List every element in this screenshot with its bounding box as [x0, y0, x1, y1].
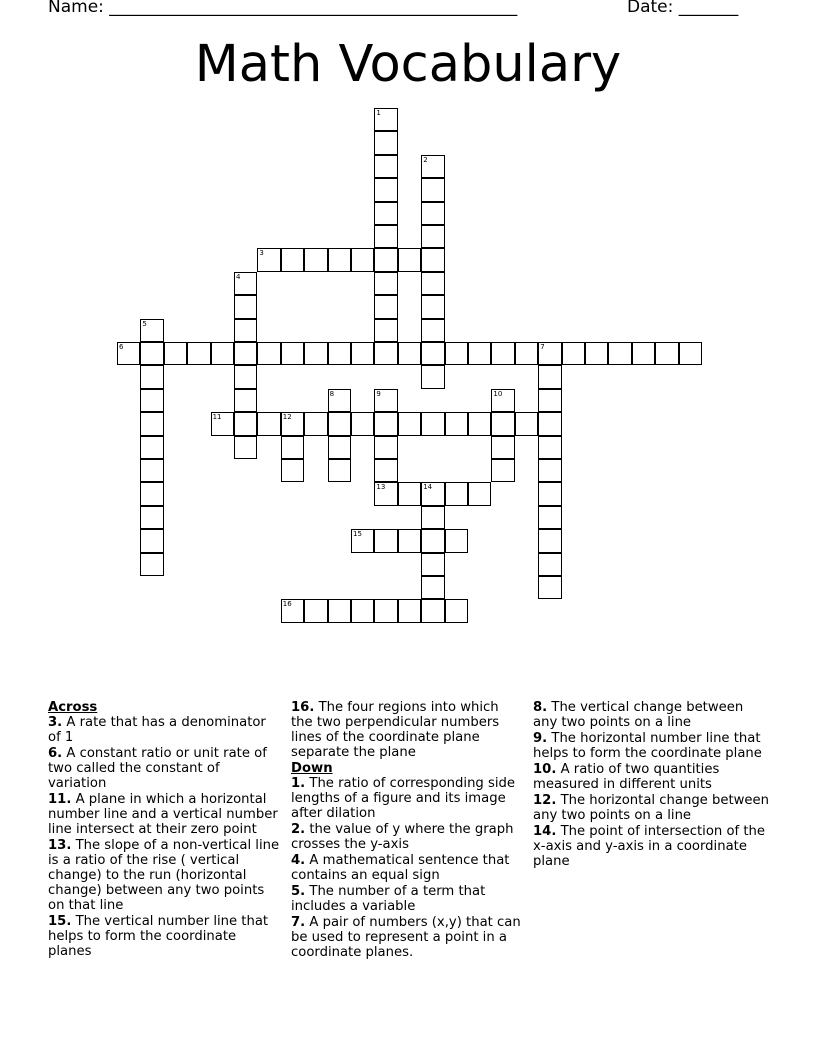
grid-cell[interactable]	[234, 389, 257, 412]
grid-cell[interactable]	[585, 342, 608, 365]
clue-text: The number of a term that includes a variable	[291, 884, 486, 914]
grid-cell[interactable]	[468, 482, 491, 505]
grid-cell[interactable]	[538, 553, 561, 576]
grid-cell[interactable]	[445, 529, 468, 552]
clue-down-8	[533, 700, 771, 730]
grid-cell[interactable]	[140, 459, 163, 482]
name-field-label: Name: ________________________________________________	[48, 0, 518, 17]
grid-cell[interactable]	[351, 529, 374, 552]
clue-down-4	[291, 853, 523, 883]
clue-number-label: 1	[376, 109, 381, 117]
grid-cell[interactable]	[398, 412, 421, 435]
grid-cell[interactable]	[655, 342, 678, 365]
grid-cell[interactable]	[234, 342, 257, 365]
grid-cell[interactable]	[257, 248, 280, 271]
clue-number-label: 15	[353, 530, 362, 539]
grid-cell[interactable]	[374, 342, 397, 365]
grid-cell[interactable]	[304, 248, 327, 271]
clue-number-label: 12	[282, 413, 292, 422]
clue-number-label: 7	[540, 343, 545, 351]
grid-cell[interactable]	[140, 319, 163, 342]
grid-cell[interactable]	[445, 599, 468, 622]
grid-cell[interactable]	[281, 436, 304, 459]
grid-cell[interactable]	[538, 576, 561, 599]
grid-cell[interactable]	[281, 248, 304, 271]
grid-cell[interactable]	[679, 342, 702, 365]
grid-cell[interactable]	[234, 365, 257, 388]
grid-cell[interactable]	[421, 412, 444, 435]
grid-cell[interactable]	[538, 482, 561, 505]
clue-text: The ratio of corresponding side lengths of a figure and its image after dilation	[291, 776, 516, 821]
grid-cell[interactable]	[562, 342, 585, 365]
grid-cell[interactable]	[140, 389, 163, 412]
grid-cell[interactable]	[421, 482, 444, 505]
clue-number: 13.	[48, 838, 72, 853]
grid-cell[interactable]	[538, 506, 561, 529]
grid-cell[interactable]	[328, 342, 351, 365]
clue-text: A pair of numbers (x,y) that can be used to represent a point in a coordinate planes.	[291, 915, 521, 960]
grid-cell[interactable]	[211, 412, 234, 435]
clue-number: 9.	[533, 731, 548, 746]
clue-text: The point of intersection of the x-axis and y-axis in a coordinate plane	[533, 824, 765, 869]
grid-cell[interactable]	[421, 155, 444, 178]
clue-number: 11.	[48, 792, 72, 807]
grid-cell[interactable]	[398, 342, 421, 365]
grid-cell[interactable]	[140, 506, 163, 529]
grid-cell[interactable]	[608, 342, 631, 365]
grid-cell[interactable]	[374, 482, 397, 505]
grid-cell[interactable]	[304, 599, 327, 622]
grid-cell[interactable]	[374, 412, 397, 435]
grid-cell[interactable]	[140, 529, 163, 552]
clue-text: The slope of a non-vertical line is a ratio of the rise ( vertical change) to the run (horizontal change) between any two points on that line	[48, 838, 280, 913]
clue-down-14	[533, 824, 771, 869]
grid-cell[interactable]	[164, 342, 187, 365]
grid-cell[interactable]	[421, 365, 444, 388]
grid-cell[interactable]	[211, 342, 234, 365]
grid-cell[interactable]	[140, 482, 163, 505]
grid-cell[interactable]	[304, 412, 327, 435]
grid-cell[interactable]	[445, 482, 468, 505]
clue-text: The horizontal change between any two points on a line	[533, 793, 770, 823]
grid-cell[interactable]	[374, 225, 397, 248]
grid-cell[interactable]	[374, 599, 397, 622]
clue-down-2	[291, 822, 523, 852]
grid-cell[interactable]	[351, 248, 374, 271]
grid-cell[interactable]	[398, 482, 421, 505]
clue-text: The vertical number line that helps to form the coordinate planes	[48, 914, 269, 959]
grid-cell[interactable]	[491, 436, 514, 459]
clues-column-2	[291, 700, 523, 961]
clue-text: The four regions into which the two perpendicular numbers lines of the coordinate plane separate the plane	[291, 700, 500, 760]
grid-cell[interactable]	[421, 506, 444, 529]
clue-across-6	[48, 746, 282, 791]
clue-number-label: 13	[376, 483, 386, 492]
grid-cell[interactable]	[538, 389, 561, 412]
grid-cell[interactable]	[421, 225, 444, 248]
grid-cell[interactable]	[421, 295, 444, 318]
grid-cell[interactable]	[468, 412, 491, 435]
grid-cell[interactable]	[374, 529, 397, 552]
puzzle-title: Math Vocabulary	[194, 35, 622, 94]
clue-text: A rate that has a denominator of 1	[48, 715, 266, 745]
grid-cell[interactable]	[374, 295, 397, 318]
across-heading: Across	[48, 700, 98, 715]
grid-cell[interactable]	[491, 412, 514, 435]
clue-across-15	[48, 914, 282, 959]
grid-cell[interactable]	[421, 248, 444, 271]
clue-number: 12.	[533, 793, 557, 808]
clue-across-3	[48, 715, 282, 745]
grid-cell[interactable]	[445, 342, 468, 365]
grid-cell[interactable]	[491, 459, 514, 482]
grid-cell[interactable]	[374, 459, 397, 482]
grid-cell[interactable]	[515, 412, 538, 435]
grid-cell[interactable]	[374, 436, 397, 459]
grid-cell[interactable]	[328, 389, 351, 412]
grid-cell[interactable]	[281, 342, 304, 365]
grid-cell[interactable]	[140, 365, 163, 388]
clue-number-label: 9	[376, 389, 381, 398]
clues-column-3	[533, 700, 771, 870]
grid-cell[interactable]	[328, 599, 351, 622]
grid-cell[interactable]	[538, 436, 561, 459]
grid-cell[interactable]	[538, 365, 561, 388]
clue-number-label: 5	[142, 319, 147, 328]
grid-cell[interactable]	[515, 342, 538, 365]
grid-cell[interactable]	[491, 342, 514, 365]
clue-number: 1.	[291, 776, 306, 791]
clue-text: A constant ratio or unit rate of two called the constant of variation	[48, 746, 267, 791]
grid-cell[interactable]	[398, 599, 421, 622]
grid-cell[interactable]	[421, 553, 444, 576]
grid-cell[interactable]	[468, 342, 491, 365]
grid-cell[interactable]	[257, 342, 280, 365]
grid-cell[interactable]	[187, 342, 210, 365]
clues-column-1	[48, 700, 282, 960]
grid-cell[interactable]	[351, 599, 374, 622]
grid-cell[interactable]	[538, 412, 561, 435]
clue-number: 16.	[291, 700, 315, 715]
grid-cell[interactable]	[374, 272, 397, 295]
clue-number: 10.	[533, 762, 557, 777]
grid-cell[interactable]	[421, 319, 444, 342]
grid-cell[interactable]	[421, 342, 444, 365]
grid-cell[interactable]	[374, 131, 397, 154]
clue-number-label: 2	[423, 155, 428, 164]
clue-number: 14.	[533, 824, 557, 839]
grid-cell[interactable]	[328, 412, 351, 435]
grid-cell[interactable]	[234, 272, 257, 295]
grid-cell[interactable]	[117, 342, 140, 365]
clue-number: 15.	[48, 914, 72, 929]
grid-cell[interactable]	[374, 319, 397, 342]
grid-cell[interactable]	[538, 459, 561, 482]
clue-text: A mathematical sentence that contains an equal sign	[291, 853, 510, 883]
clue-down-1	[291, 776, 523, 821]
grid-cell[interactable]	[421, 272, 444, 295]
clue-across-16	[291, 700, 523, 760]
grid-cell[interactable]	[374, 202, 397, 225]
grid-cell[interactable]	[351, 412, 374, 435]
clue-down-9	[533, 731, 771, 761]
clue-number-label: 6	[119, 343, 124, 351]
grid-cell[interactable]	[234, 436, 257, 459]
clue-text: the value of y where the graph crosses the y-axis	[291, 822, 514, 852]
down-heading: Down	[291, 761, 333, 776]
clue-number: 8.	[533, 700, 548, 715]
grid-cell[interactable]	[398, 529, 421, 552]
clue-number-label: 11	[212, 413, 222, 422]
grid-cell[interactable]	[421, 178, 444, 201]
grid-cell[interactable]	[234, 412, 257, 435]
grid-cell[interactable]	[421, 202, 444, 225]
grid-cell[interactable]	[328, 459, 351, 482]
clue-text: A plane in which a horizontal number line and a vertical number line intersect at their zero point	[48, 792, 278, 837]
grid-cell[interactable]	[281, 599, 304, 622]
clue-number: 5.	[291, 884, 306, 899]
grid-cell[interactable]	[538, 529, 561, 552]
clue-number: 3.	[48, 715, 63, 730]
grid-cell[interactable]	[328, 436, 351, 459]
grid-cell[interactable]	[398, 248, 421, 271]
clue-across-13	[48, 838, 282, 913]
clue-down-5	[291, 884, 523, 914]
grid-cell[interactable]	[421, 529, 444, 552]
clue-text: A ratio of two quantities measured in different units	[533, 762, 720, 792]
grid-cell[interactable]	[538, 342, 561, 365]
grid-cell[interactable]	[445, 412, 468, 435]
grid-cell[interactable]	[281, 412, 304, 435]
clue-down-10	[533, 762, 771, 792]
clue-number-label: 10	[493, 389, 503, 398]
grid-cell[interactable]	[374, 248, 397, 271]
grid-cell[interactable]	[632, 342, 655, 365]
clue-text: The horizontal number line that helps to form the coordinate plane	[533, 731, 762, 761]
clue-number: 7.	[291, 915, 306, 930]
grid-cell[interactable]	[140, 553, 163, 576]
clue-down-7	[291, 915, 523, 960]
clue-number: 6.	[48, 746, 63, 761]
clue-number: 4.	[291, 853, 306, 868]
grid-cell[interactable]	[140, 436, 163, 459]
grid-cell[interactable]	[374, 108, 397, 131]
clue-number-label: 16	[282, 600, 292, 609]
grid-cell[interactable]	[351, 342, 374, 365]
grid-cell[interactable]	[257, 412, 280, 435]
clue-number: 2.	[291, 822, 306, 837]
grid-cell[interactable]	[421, 576, 444, 599]
grid-cell[interactable]	[304, 342, 327, 365]
date-field-label: Date: _______	[627, 0, 739, 17]
clue-text: The vertical change between any two points on a line	[533, 700, 744, 730]
grid-cell[interactable]	[421, 599, 444, 622]
grid-cell[interactable]	[374, 389, 397, 412]
grid-cell[interactable]	[234, 295, 257, 318]
clue-number-label: 8	[329, 389, 335, 398]
grid-cell[interactable]	[281, 459, 304, 482]
clue-across-11	[48, 792, 282, 837]
grid-cell[interactable]	[374, 178, 397, 201]
grid-cell[interactable]	[234, 319, 257, 342]
grid-cell[interactable]	[140, 412, 163, 435]
grid-cell[interactable]	[328, 248, 351, 271]
grid-cell[interactable]	[140, 342, 163, 365]
clue-number-label: 14	[423, 483, 433, 492]
clue-down-12	[533, 793, 771, 823]
grid-cell[interactable]	[491, 389, 514, 412]
clue-number-label: 3	[259, 249, 264, 258]
grid-cell[interactable]	[374, 155, 397, 178]
clue-number-label: 4	[236, 272, 241, 281]
